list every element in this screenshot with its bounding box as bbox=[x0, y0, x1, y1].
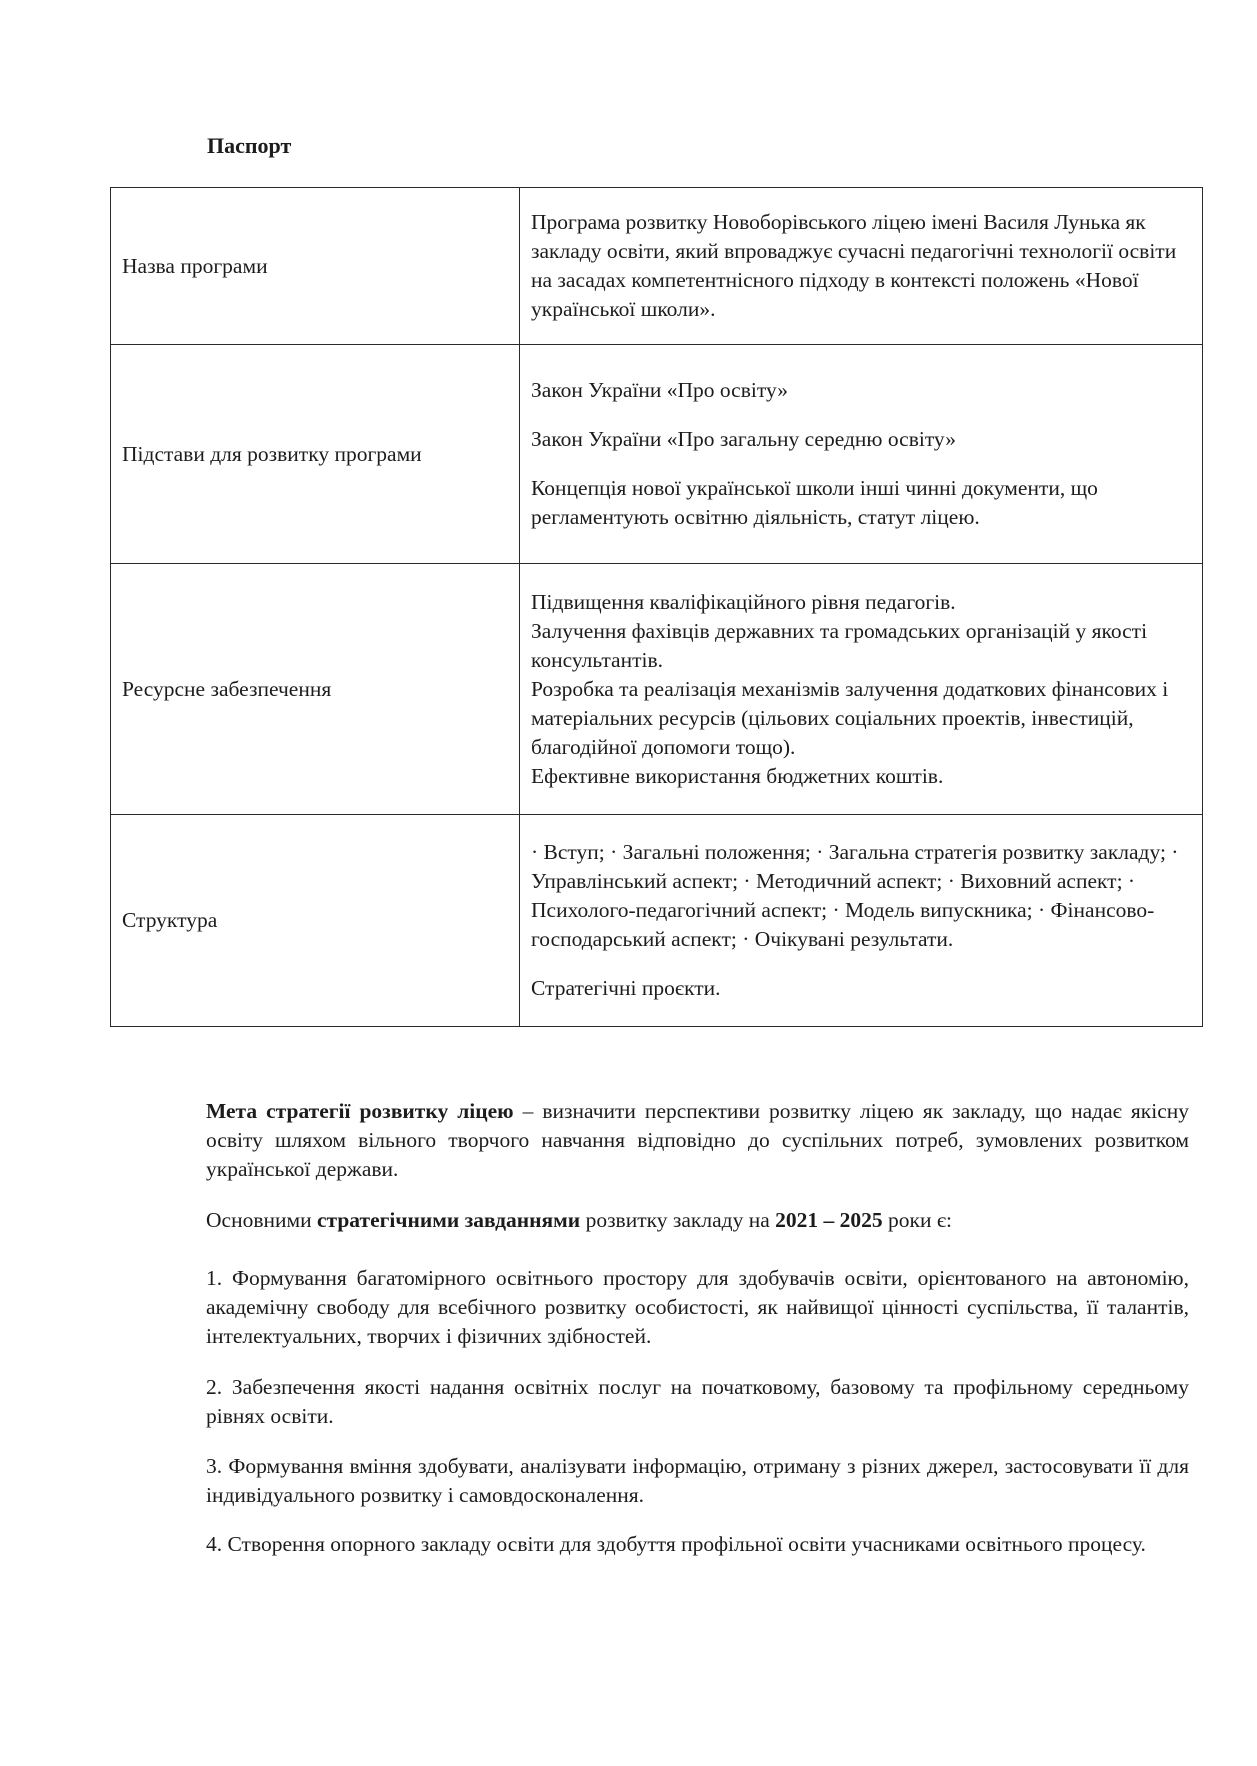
tasks-intro-years: 2021 – 2025 bbox=[775, 1208, 883, 1232]
basis-concept-nus: Концепція нової української школи інші чинні документи, що регламентують освітню діяльність, статут ліцею. bbox=[531, 476, 1098, 529]
task-item: 1. Формування багатомірного освітнього простору для здобувачів освіти, орієнтованого на автономію, академічну свободу для всебічного розвитку особистості, як найвищої цінності суспільства, її талантів, інтелектуальних, творчих і фізичних здібностей. bbox=[206, 1266, 1189, 1348]
row-label: Структура bbox=[111, 815, 520, 1027]
row-value bbox=[520, 188, 1203, 345]
tasks-intro-text: роки є: bbox=[882, 1208, 953, 1232]
tasks-intro-text: розвитку закладу на bbox=[580, 1208, 776, 1232]
goal-heading: Мета стратегії розвитку ліцею bbox=[206, 1099, 514, 1123]
row-label: Підстави для розвитку програми bbox=[111, 345, 520, 564]
row-value bbox=[520, 345, 1203, 564]
passport-table bbox=[110, 187, 1203, 1027]
table-row bbox=[111, 345, 1203, 564]
row-label: Назва програми bbox=[111, 188, 520, 345]
goal-paragraph bbox=[206, 1097, 1189, 1184]
structure-list: · Вступ; · Загальні положення; · Загальна стратегія розвитку закладу; · Управлінський аспект; · Методичний аспект; · Виховний аспект; · Психолого-педагогічний аспект; · Модель випускника; · Фінансово-господарський аспект; · Очікувані результати. bbox=[531, 840, 1179, 951]
row-value bbox=[520, 564, 1203, 815]
task-item: 4. Створення опорного закладу освіти для здобуття профільної освіти учасниками освітнього процесу. bbox=[206, 1532, 1146, 1556]
resource-line: Підвищення кваліфікаційного рівня педагогів. bbox=[531, 589, 956, 614]
tasks-intro-bold: стратегічними завданнями bbox=[316, 1208, 581, 1232]
program-name-text: Програма розвитку Новоборівського ліцею імені Василя Лунька як закладу освіти, який впроваджує сучасні педагогічні технології освіти на засадах компетентнісного підходу в контексті положень «Нової української школи». bbox=[531, 210, 1177, 321]
page-title: Паспорт bbox=[207, 133, 292, 158]
table-row bbox=[111, 564, 1203, 815]
resource-line: Розробка та реалізація механізмів залучення додаткових фінансових і матеріальних ресурсів (цільових соціальних проектів, інвестицій, благодійної допомоги тощо). bbox=[531, 676, 1169, 759]
goal-text: – визначити перспективи розвитку ліцею як закладу, що надає якісну освіту шляхом вільного творчого навчання відповідно до суспільних потреб, зумовлених розвитком української держави. bbox=[206, 1099, 1189, 1181]
tasks-intro-paragraph bbox=[206, 1206, 1189, 1235]
basis-law-secondary-education: Закон України «Про загальну середню освіту» bbox=[531, 427, 956, 451]
structure-strategic-projects: Стратегічні проєкти. bbox=[531, 976, 721, 1000]
task-item: 2. Забезпечення якості надання освітніх послуг на початковому, базовому та профільному середньому рівнях освіти. bbox=[206, 1375, 1189, 1428]
tasks-intro-text: Основними bbox=[206, 1208, 317, 1232]
resource-line: Ефективне використання бюджетних коштів. bbox=[531, 763, 944, 788]
table-row bbox=[111, 815, 1203, 1027]
row-value bbox=[520, 815, 1203, 1027]
task-item: 3. Формування вміння здобувати, аналізувати інформацію, отриману з різних джерел, застосовувати її для індивідуального розвитку і самовдосконалення. bbox=[206, 1454, 1189, 1507]
resource-line: Залучення фахівців державних та громадських організацій у якості консультантів. bbox=[531, 618, 1148, 672]
row-label: Ресурсне забезпечення bbox=[111, 564, 520, 815]
table-row bbox=[111, 188, 1203, 345]
basis-law-education: Закон України «Про освіту» bbox=[531, 378, 788, 402]
